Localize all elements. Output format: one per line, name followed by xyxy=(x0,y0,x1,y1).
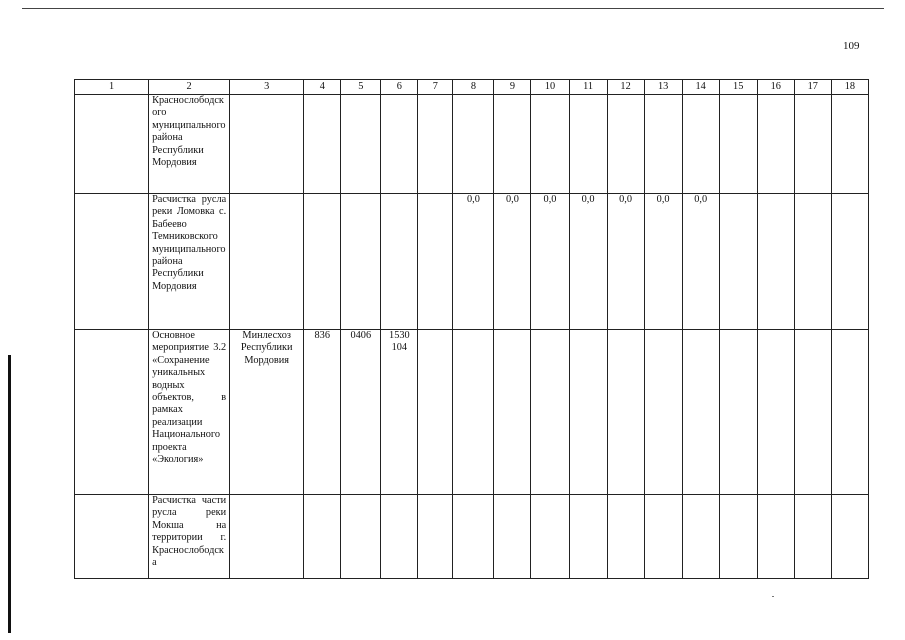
header-cell: 17 xyxy=(794,80,831,95)
cell-col17 xyxy=(794,330,831,495)
cell-description: Основное мероприятие 3.2 «Сохранение уникальных водных объектов, в рамках реализации Национального проекта «Экология» xyxy=(149,330,230,495)
cell-col1 xyxy=(75,495,149,579)
header-cell: 4 xyxy=(304,80,341,95)
header-cell: 12 xyxy=(607,80,644,95)
cell-value xyxy=(644,330,682,495)
scan-speck xyxy=(772,596,774,597)
header-cell: 3 xyxy=(230,80,304,95)
header-cell: 5 xyxy=(341,80,381,95)
cell-code-6 xyxy=(381,495,418,579)
top-rule xyxy=(22,8,884,9)
cell-executor xyxy=(230,95,304,194)
header-cell: 8 xyxy=(453,80,494,95)
cell-code-4 xyxy=(304,95,341,194)
cell-col1 xyxy=(75,95,149,194)
cell-col18 xyxy=(831,95,868,194)
header-row xyxy=(75,80,869,95)
cell-value xyxy=(531,95,569,194)
cell-value xyxy=(453,95,494,194)
budget-table xyxy=(74,79,869,579)
header-cell: 14 xyxy=(682,80,719,95)
table-row xyxy=(75,95,869,194)
cell-value xyxy=(682,495,719,579)
cell-value: 0,0 xyxy=(607,194,644,330)
cell-code-5 xyxy=(341,95,381,194)
cell-col17 xyxy=(794,95,831,194)
cell-col7 xyxy=(418,495,453,579)
header-cell: 10 xyxy=(531,80,569,95)
cell-value xyxy=(607,330,644,495)
cell-value xyxy=(644,95,682,194)
cell-col18 xyxy=(831,194,868,330)
cell-code-5: 0406 xyxy=(341,330,381,495)
cell-executor: Минлесхоз Республики Мордовия xyxy=(230,330,304,495)
cell-col15 xyxy=(719,330,757,495)
scan-edge-bar xyxy=(8,355,11,633)
cell-value: 0,0 xyxy=(453,194,494,330)
cell-value: 0,0 xyxy=(494,194,531,330)
cell-executor xyxy=(230,495,304,579)
cell-value xyxy=(607,495,644,579)
header-cell: 13 xyxy=(644,80,682,95)
cell-code-5 xyxy=(341,495,381,579)
code-6-line: 104 xyxy=(391,342,408,354)
cell-value xyxy=(531,330,569,495)
cell-col15 xyxy=(719,194,757,330)
cell-value xyxy=(569,330,607,495)
cell-executor xyxy=(230,194,304,330)
cell-value: 0,0 xyxy=(531,194,569,330)
header-cell: 6 xyxy=(381,80,418,95)
cell-value xyxy=(494,495,531,579)
cell-description: Расчистка части русла реки Мокша на территории г. Краснослободска xyxy=(149,495,230,579)
cell-code-5 xyxy=(341,194,381,330)
cell-description: Расчистка русла реки Ломовка с. Бабеево Темниковского муниципального района Республики Мордовия xyxy=(149,194,230,330)
cell-col17 xyxy=(794,194,831,330)
header-cell: 18 xyxy=(831,80,868,95)
cell-value: 0,0 xyxy=(682,194,719,330)
page-number: 109 xyxy=(843,40,860,52)
cell-col17 xyxy=(794,495,831,579)
cell-col16 xyxy=(757,330,794,495)
cell-col1 xyxy=(75,330,149,495)
header-cell: 11 xyxy=(569,80,607,95)
cell-value xyxy=(682,330,719,495)
cell-col16 xyxy=(757,95,794,194)
header-cell: 15 xyxy=(719,80,757,95)
cell-value xyxy=(453,495,494,579)
cell-value: 0,0 xyxy=(644,194,682,330)
table-row xyxy=(75,194,869,330)
cell-col7 xyxy=(418,194,453,330)
cell-code-4 xyxy=(304,495,341,579)
header-cell: 7 xyxy=(418,80,453,95)
cell-code-4 xyxy=(304,194,341,330)
cell-value xyxy=(453,330,494,495)
header-cell: 2 xyxy=(149,80,230,95)
cell-value xyxy=(494,95,531,194)
cell-value xyxy=(569,495,607,579)
cell-col18 xyxy=(831,330,868,495)
cell-col16 xyxy=(757,495,794,579)
code-6-line: 1530 xyxy=(389,330,410,341)
header-cell: 16 xyxy=(757,80,794,95)
cell-col15 xyxy=(719,495,757,579)
cell-col1 xyxy=(75,194,149,330)
cell-value xyxy=(682,95,719,194)
cell-code-4: 836 xyxy=(304,330,341,495)
cell-code-6 xyxy=(381,194,418,330)
cell-description: Краснослободского муниципального района Республики Мордовия xyxy=(149,95,230,194)
cell-col18 xyxy=(831,495,868,579)
cell-code-6 xyxy=(381,330,418,495)
cell-code-6 xyxy=(381,95,418,194)
cell-value xyxy=(644,495,682,579)
header-cell: 1 xyxy=(75,80,149,95)
cell-col7 xyxy=(418,95,453,194)
cell-value xyxy=(494,330,531,495)
cell-value xyxy=(607,95,644,194)
cell-col16 xyxy=(757,194,794,330)
header-cell: 9 xyxy=(494,80,531,95)
cell-value xyxy=(569,95,607,194)
cell-value xyxy=(531,495,569,579)
table-row xyxy=(75,330,869,495)
table-row xyxy=(75,495,869,579)
cell-col7 xyxy=(418,330,453,495)
cell-col15 xyxy=(719,95,757,194)
cell-value: 0,0 xyxy=(569,194,607,330)
